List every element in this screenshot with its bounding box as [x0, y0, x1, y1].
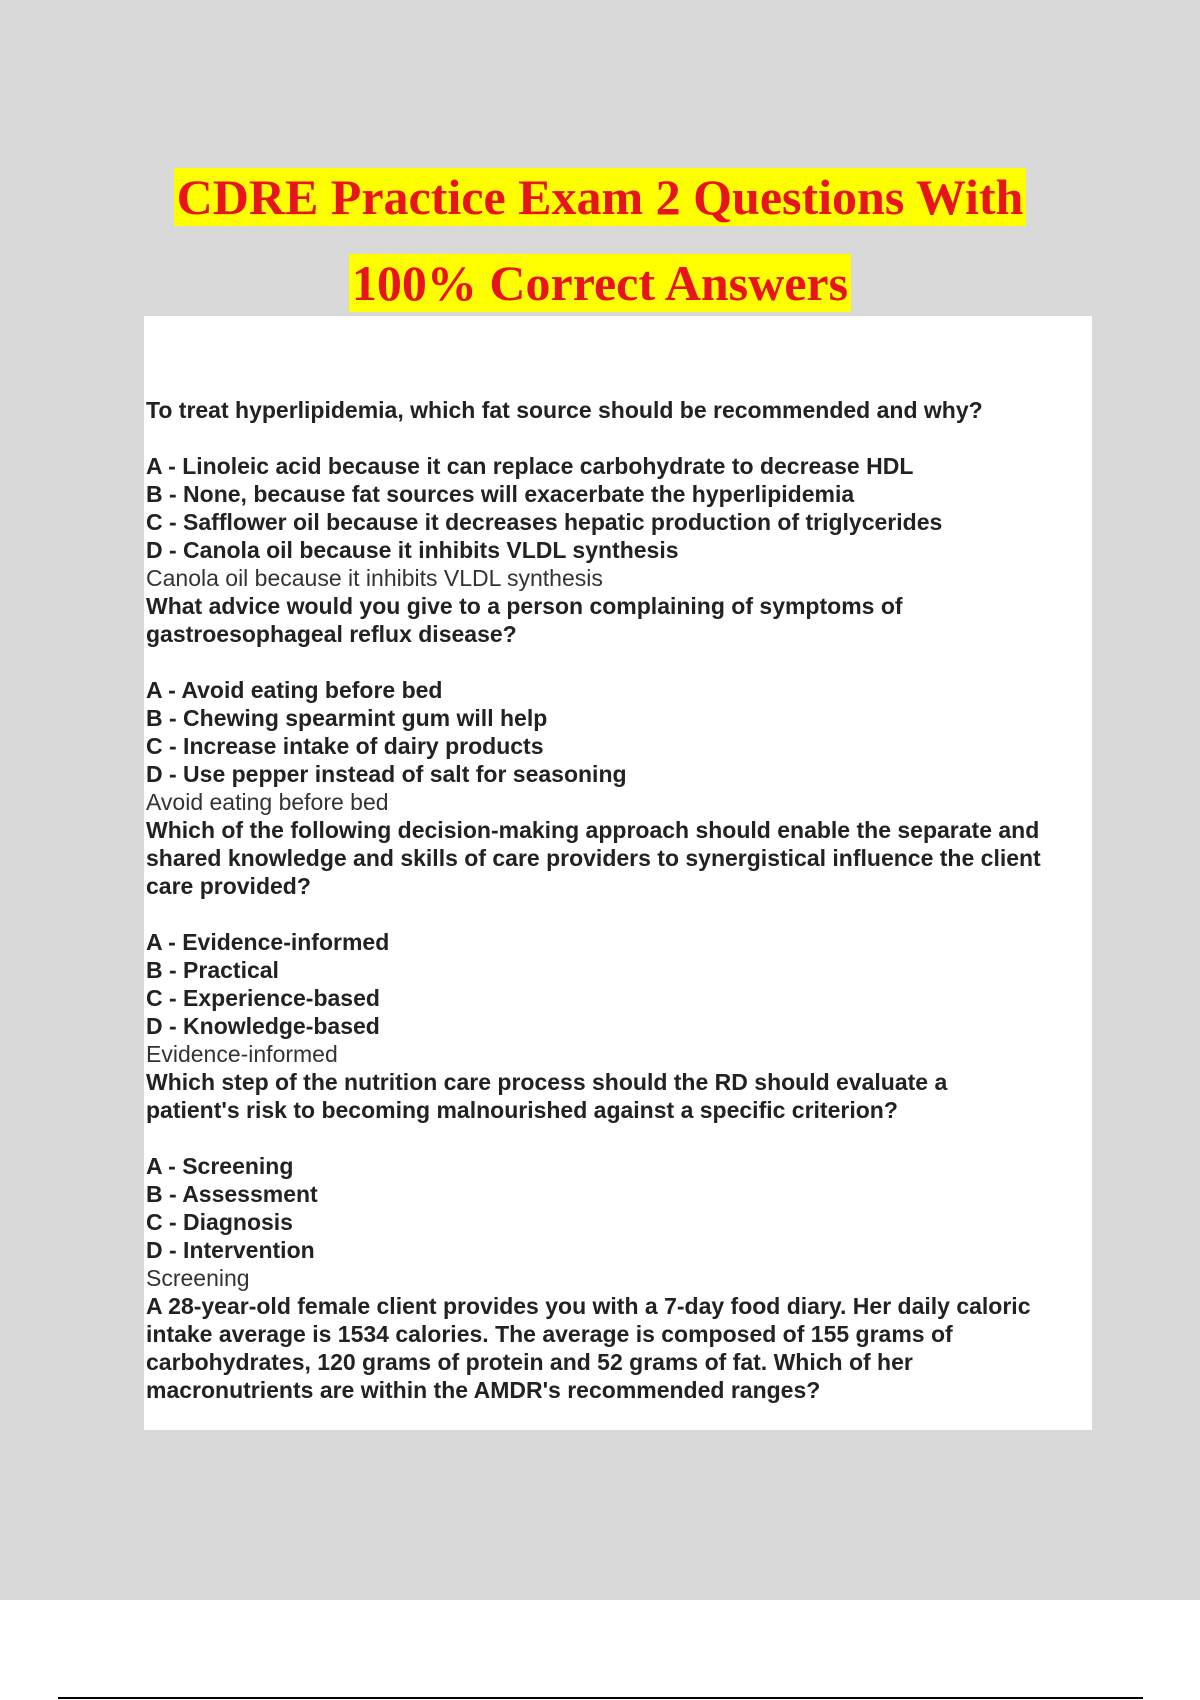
question-block	[146, 1292, 1090, 1404]
option-a: A - Linoleic acid because it can replace carbohydrate to decrease HDL	[146, 453, 914, 479]
answer-text: Screening	[146, 1265, 250, 1291]
option-d: D - Use pepper instead of salt for seasoning	[146, 761, 627, 787]
answer-text: Avoid eating before bed	[146, 789, 389, 815]
spacer	[146, 424, 1090, 452]
question-text: What advice would you give to a person complaining of symptoms of gastroesophageal reflux disease?	[146, 593, 903, 647]
footer-divider	[58, 1697, 1143, 1699]
question-text: A 28-year-old female client provides you with a 7-day food diary. Her daily caloric intake average is 1534 calories. The average is composed of 155 grams of carbohydrates, 120 grams of protein and 52 grams of fat. Which of her macronutrients are within the AMDR's recommended ranges?	[146, 1293, 1031, 1403]
option-c: C - Experience-based	[146, 985, 380, 1011]
question-text: Which step of the nutrition care process should the RD should evaluate a patient's risk to becoming malnourished against a specific criterion?	[146, 1069, 948, 1123]
option-c: C - Diagnosis	[146, 1209, 293, 1235]
option-b: B - Assessment	[146, 1181, 318, 1207]
question-block	[146, 592, 1090, 816]
document-title-line-1: CDRE Practice Exam 2 Questions With	[0, 168, 1200, 226]
option-b: B - Practical	[146, 957, 279, 983]
question-text: Which of the following decision-making approach should enable the separate and shared knowledge and skills of care providers to synergistical influence the client care provided?	[146, 817, 1041, 899]
question-text: To treat hyperlipidemia, which fat source should be recommended and why?	[146, 397, 983, 423]
question-block	[146, 1068, 1090, 1292]
option-c: C - Increase intake of dairy products	[146, 733, 544, 759]
option-c: C - Safflower oil because it decreases hepatic production of triglycerides	[146, 509, 943, 535]
document-title-line-2: 100% Correct Answers	[0, 254, 1200, 312]
option-a: A - Avoid eating before bed	[146, 677, 443, 703]
question-block	[146, 396, 1090, 592]
question-block	[146, 816, 1090, 1068]
answer-text: Evidence-informed	[146, 1041, 338, 1067]
option-d: D - Canola oil because it inhibits VLDL synthesis	[146, 537, 679, 563]
option-a: A - Evidence-informed	[146, 929, 390, 955]
question-list	[146, 396, 1090, 1404]
option-d: D - Intervention	[146, 1237, 315, 1263]
option-b: B - None, because fat sources will exacerbate the hyperlipidemia	[146, 481, 855, 507]
spacer	[146, 648, 1090, 676]
spacer	[146, 1124, 1090, 1152]
option-d: D - Knowledge-based	[146, 1013, 380, 1039]
option-b: B - Chewing spearmint gum will help	[146, 705, 548, 731]
answer-text: Canola oil because it inhibits VLDL synthesis	[146, 565, 603, 591]
option-a: A - Screening	[146, 1153, 294, 1179]
spacer	[146, 900, 1090, 928]
